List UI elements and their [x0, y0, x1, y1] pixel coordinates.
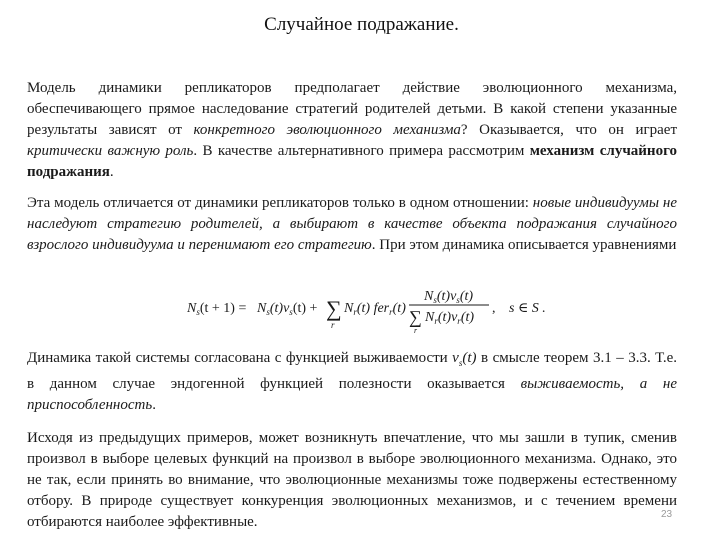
svg-text:Ns(t)vs(t) +: $N_s(t)v_s(t)$ +	[257, 301, 318, 317]
paragraph-model	[27, 193, 677, 256]
text-run: .	[109, 164, 114, 180]
paragraph-intro	[27, 78, 677, 183]
bold-run: механизм случайного подражания	[27, 143, 678, 180]
paragraph-conclusion	[27, 428, 677, 533]
survival-function: $v_s(t)$	[452, 350, 477, 368]
svg-text:s ∈ S .: s ∈ S .	[509, 301, 546, 316]
italic-run: критически важную роль	[27, 143, 194, 159]
text-run: . В качестве альтернативного примера рассмотрим	[193, 143, 530, 159]
text-run: Динамика такой системы согласована с функцией выживаемости	[27, 350, 453, 366]
italic-run: конкретного эволюционного механизма	[193, 122, 461, 138]
svg-text:∑: ∑	[409, 307, 422, 327]
text-run: .	[152, 397, 156, 413]
text-run: Эта модель отличается от динамики репликаторов только в одном отношении:	[27, 195, 533, 211]
page-title: Случайное подражание.	[264, 14, 459, 35]
dynamics-equation	[187, 283, 567, 333]
text-run: в смысле теорем 3.1 – 3.3. Т.е. в данном случае эндогенной функцией полезности оказывается	[27, 350, 677, 392]
svg-text:Nr(t)vr(t): $N_r(t)v_r(t)$	[425, 310, 475, 326]
italic-run: выживаемость, а не приспособленность	[27, 376, 677, 413]
svg-text:r: r	[414, 326, 418, 333]
text-run: . При этом динамика описывается уравнениями	[371, 237, 677, 253]
svg-text:Ns(t)vs(t): $N_s(t)v_s(t)$	[424, 289, 474, 305]
svg-text:Ns(t + 1) =: $N_s(t + 1)$ =	[187, 301, 247, 317]
sum-sign: ∑	[326, 296, 342, 321]
svg-text:Nr(t) ferr(t): $N_r(t)$ fer$_r$(t)	[344, 301, 406, 317]
page-number: 23	[661, 509, 673, 520]
text-run: Исходя из предыдущих примеров, может возникнуть впечатление, что мы зашли в тупик, сменив произвол в выборе целевых функций на произвол в выборе эволюционного механизма. Однако, это не так, если принять во внимание, что эволюционные механизмы тоже подвержены естественному отбору. В природе существует конкуренция эволюционных механизмов, и с течением времени отбираются наиболее эффективные.	[27, 430, 677, 530]
text-run: ? Оказывается, что он играет	[460, 122, 677, 138]
text-run: Модель динамики репликаторов предполагает действие эволюционного механизма, обеспечивающего прямое наследование стратегий родителей детьми. В какой степени указанные результаты зависят от	[27, 80, 677, 138]
paragraph-survival	[27, 348, 677, 416]
svg-text:,: ,	[492, 301, 496, 316]
italic-run: новые индивидуумы не наследуют стратегию родителей, а выбирают в качестве объекта подражания случайного взрослого индивидуума и перенимают его стратегию	[27, 195, 677, 253]
svg-text:r: r	[331, 320, 335, 330]
